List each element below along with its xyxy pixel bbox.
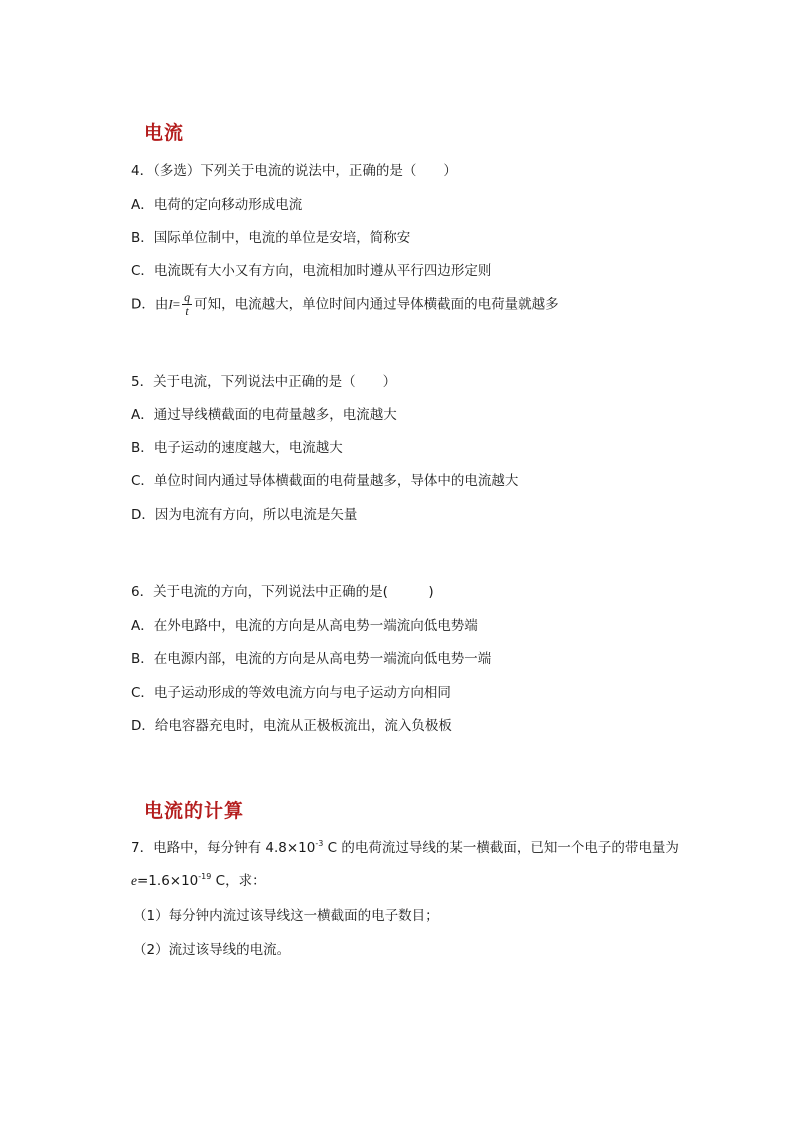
question-6-option-c: C．电子运动形成的等效电流方向与电子运动方向相同 bbox=[131, 685, 451, 701]
question-6-option-b: B．在电源内部，电流的方向是从高电势一端流向低电势一端 bbox=[131, 651, 492, 667]
question-4-option-d bbox=[131, 291, 559, 318]
question-4-option-b: B．国际单位制中，电流的单位是安培，简称安 bbox=[131, 230, 411, 246]
question-6-option-d: D．给电容器充电时，电流从正极板流出，流入负极板 bbox=[131, 718, 452, 734]
q7-line2-exponent: -19 bbox=[198, 871, 212, 881]
q7-line1-exponent: -3 bbox=[315, 838, 324, 848]
q7-line2-text-b: C，求： bbox=[211, 873, 266, 889]
option-d-suffix: 可知，电流越大，单位时间内通过导体横截面的电荷量就越多 bbox=[194, 296, 559, 313]
question-5-option-b: B．电子运动的速度越大，电流越大 bbox=[131, 440, 343, 456]
question-4-option-c: C．电流既有大小又有方向，电流相加时遵从平行四边形定则 bbox=[131, 263, 492, 279]
q7-line2-text-a: =1.6×10 bbox=[137, 873, 199, 889]
question-5-option-a: A．通过导线横截面的电荷量越多，电流越大 bbox=[131, 407, 397, 423]
question-7-sub-2: （2）流过该导线的电流。 bbox=[133, 942, 291, 958]
question-5-stem: 5．关于电流，下列说法中正确的是（ ） bbox=[131, 374, 397, 390]
question-7-line-1 bbox=[131, 836, 679, 856]
q7-electron-charge-symbol: e bbox=[131, 873, 137, 888]
question-6-option-a: A．在外电路中，电流的方向是从高电势一端流向低电势端 bbox=[131, 618, 478, 634]
formula-denominator: t bbox=[185, 304, 189, 318]
formula-current-symbol: I bbox=[168, 296, 173, 312]
question-6-stem: 6．关于电流的方向，下列说法中正确的是( ) bbox=[131, 584, 434, 600]
question-5-option-c: C．单位时间内通过导体横截面的电荷量越多，导体中的电流越大 bbox=[131, 473, 519, 489]
section-title-current: 电流 bbox=[144, 122, 185, 144]
question-7-sub-1: （1）每分钟内流过该导线这一横截面的电子数目； bbox=[133, 908, 439, 924]
question-7-line-2 bbox=[131, 869, 266, 889]
formula-numerator: q bbox=[184, 290, 191, 304]
question-5-option-d: D．因为电流有方向，所以电流是矢量 bbox=[131, 507, 358, 523]
q7-line1-text-a: 7．电路中，每分钟有 4.8×10 bbox=[131, 840, 316, 856]
question-4-option-a: A．电荷的定向移动形成电流 bbox=[131, 197, 303, 213]
section-title-current-calculation: 电流的计算 bbox=[144, 800, 245, 822]
option-d-prefix: D．由 bbox=[131, 296, 169, 313]
formula-fraction bbox=[182, 291, 192, 318]
q7-line1-text-b: C 的电荷流过导线的某一横截面，已知一个电子的带电量为 bbox=[323, 840, 679, 856]
formula-equals: = bbox=[172, 296, 181, 312]
question-4-stem: 4．（多选）下列关于电流的说法中，正确的是（ ） bbox=[131, 163, 457, 179]
